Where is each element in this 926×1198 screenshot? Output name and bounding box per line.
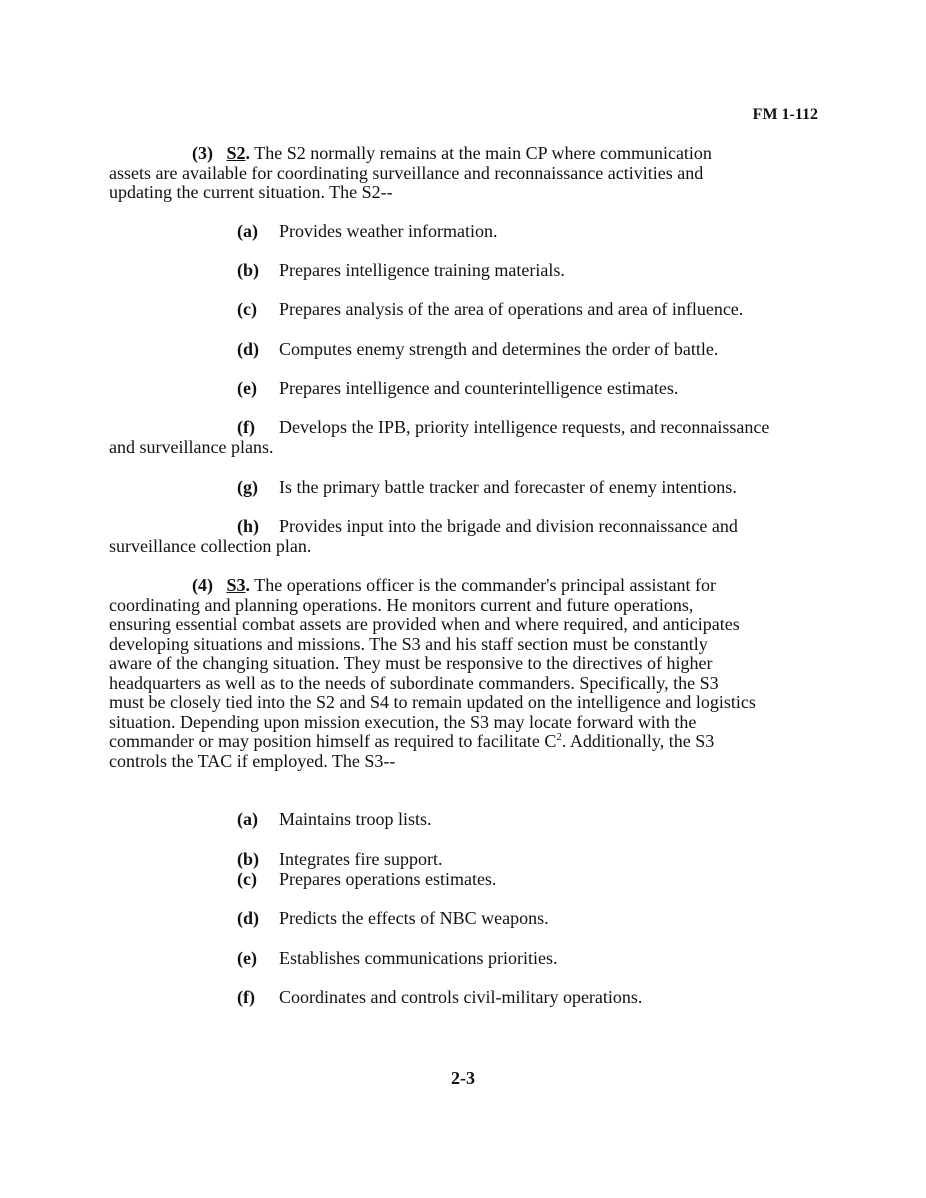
text-line: aware of the changing situation. They must be responsive to the directives of higher [109,653,713,673]
s2-first-line: (3) S2. The S2 normally remains at the main CP where communication [192,143,712,163]
item-label: (d) [237,908,259,928]
item-text: Predicts the effects of NBC weapons. [279,908,549,928]
paragraph-title: S2 [226,143,246,163]
item-label: (g) [237,477,258,497]
item-text: Coordinates and controls civil-military operations. [279,987,643,1007]
text-line: developing situations and missions. The S3 and his staff section must be constantly [109,634,708,654]
document-id: FM 1-112 [752,106,818,123]
item-text: Is the primary battle tracker and forecaster of enemy intentions. [279,477,737,497]
item-label: (h) [237,516,259,536]
item-text: Integrates fire support. [279,849,443,869]
paragraph-number: (4) [192,575,213,595]
item-label: (d) [237,339,259,359]
text-line [109,731,714,751]
item-label: (b) [237,849,259,869]
superscript: 2 [556,731,562,743]
item-text: Prepares analysis of the area of operations and area of influence. [279,299,744,319]
item-label: (a) [237,809,258,829]
text-line: headquarters as well as to the needs of subordinate commanders. Specifically, the S3 [109,673,719,693]
text-segment: . Additionally, the S3 [561,731,715,751]
item-label: (b) [237,260,259,280]
item-label: (f) [237,987,255,1007]
item-text: Develops the IPB, priority intelligence requests, and reconnaissance [279,417,770,437]
item-text: surveillance collection plan. [109,536,312,556]
text-segment: commander or may position himself as required to facilitate C [109,731,557,751]
text-line: updating the current situation. The S2-- [109,182,393,202]
item-label: (e) [237,378,257,398]
text-line: assets are available for coordinating surveillance and reconnaissance activities and [109,163,704,183]
item-label: (f) [237,417,255,437]
item-text: Prepares intelligence and counterintelligence estimates. [279,378,679,398]
text-line: The S2 normally remains at the main CP where communication [254,143,712,163]
item-label: (a) [237,221,258,241]
paragraph-title: S3 [226,575,246,595]
item-label: (e) [237,948,257,968]
item-text: Establishes communications priorities. [279,948,558,968]
text-line: controls the TAC if employed. The S3-- [109,751,396,771]
s3-first-line: (4) S3. The operations officer is the commander's principal assistant for [192,575,716,595]
item-text: Prepares operations estimates. [279,869,497,889]
text-line: must be closely tied into the S2 and S4 to remain updated on the intelligence and logistics [109,692,756,712]
paragraph-number: (3) [192,143,213,163]
text-line: situation. Depending upon mission execution, the S3 may locate forward with the [109,712,697,732]
text-line: The operations officer is the commander's principal assistant for [254,575,716,595]
page-number: 2-3 [451,1068,475,1088]
item-text: Provides weather information. [279,221,498,241]
item-text: and surveillance plans. [109,437,274,457]
item-text: Maintains troop lists. [279,809,432,829]
item-text: Prepares intelligence training materials. [279,260,565,280]
item-label: (c) [237,869,257,889]
item-label: (c) [237,299,257,319]
text-line: ensuring essential combat assets are provided when and where required, and anticipates [109,614,740,634]
item-text: Provides input into the brigade and division reconnaissance and [279,516,738,536]
text-line: coordinating and planning operations. He monitors current and future operations, [109,595,694,615]
item-text: Computes enemy strength and determines the order of battle. [279,339,719,359]
